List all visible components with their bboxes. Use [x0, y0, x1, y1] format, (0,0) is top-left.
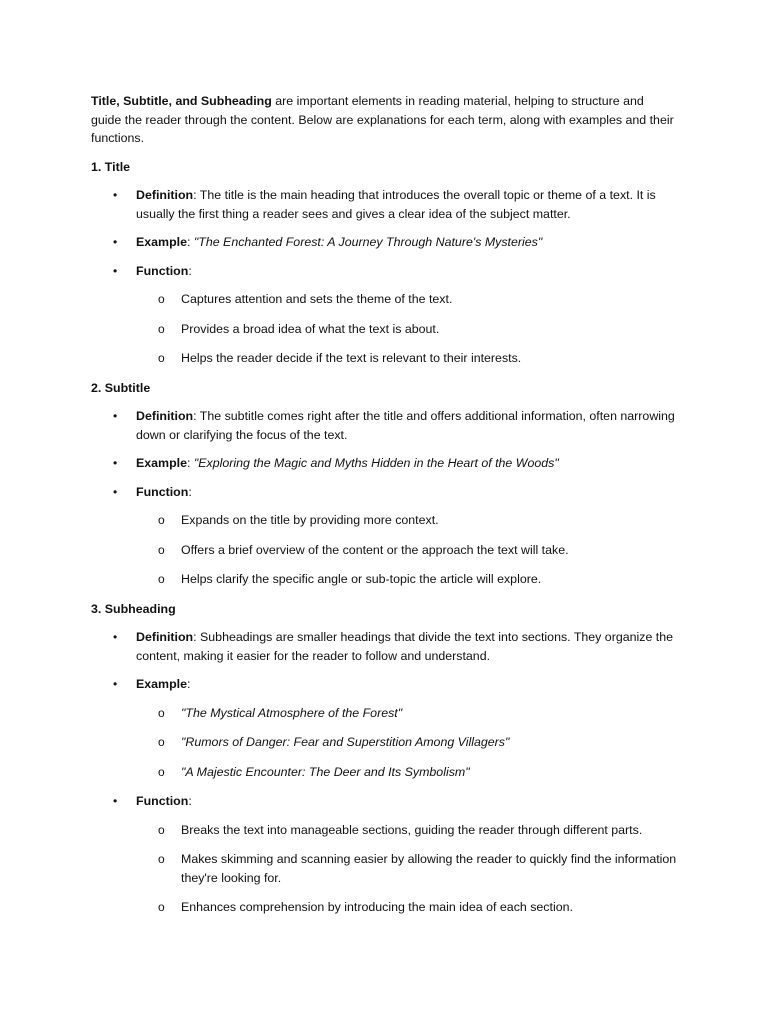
function-text: Breaks the text into manageable sections, guiding the reader through different parts.: [181, 822, 643, 837]
function-item: [91, 483, 677, 502]
function-separator: :: [188, 484, 192, 499]
function-text: Expands on the title by providing more context.: [181, 513, 439, 527]
example-text: "A Majestic Encounter: The Deer and Its Symbolism": [181, 764, 470, 779]
function-label: Function: [136, 794, 189, 808]
example-item: [91, 454, 677, 473]
sub-bullet-icon: o: [158, 735, 165, 749]
section-heading: 1. Title: [91, 159, 131, 174]
sub-bullet-icon: o: [158, 351, 165, 365]
example-separator: :: [186, 235, 194, 249]
example-item: [91, 233, 677, 252]
example-list-item: [91, 704, 677, 723]
example-list-item: [91, 733, 677, 752]
section-title: [91, 158, 677, 368]
example-list-item: [91, 763, 677, 782]
intro-text: are important elements in reading material, helping to structure and guide the reader through the content. Below are explanations for each term, along with examples and their functions.: [91, 94, 674, 145]
example-text: "The Enchanted Forest: A Journey Through Nature's Mysteries": [193, 235, 543, 249]
function-separator: :: [188, 263, 192, 278]
bullet-icon: •: [113, 263, 118, 278]
example-separator: :: [186, 456, 194, 470]
example-label: Example: [136, 456, 187, 470]
function-text: Helps the reader decide if the text is relevant to their interests.: [181, 351, 522, 365]
bullet-icon: •: [113, 484, 118, 499]
section-heading: 2. Subtitle: [91, 380, 151, 395]
bullet-icon: •: [113, 409, 118, 423]
sub-bullet-icon: o: [158, 822, 165, 837]
sub-bullet-icon: o: [158, 513, 165, 527]
function-label: Function: [136, 263, 189, 278]
bullet-icon: •: [113, 677, 118, 691]
function-label: Function: [136, 484, 189, 499]
sub-bullet-icon: o: [158, 321, 165, 336]
definition-text: : The subtitle comes right after the title and offers additional information, often narrowing down or clarifying the focus of the text.: [136, 409, 675, 442]
definition-item: [91, 186, 677, 223]
example-text: "Rumors of Danger: Fear and Superstition Among Villagers": [181, 735, 510, 749]
definition-text: : Subheadings are smaller headings that divide the text into sections. They organize the content, making it easier for the reader to follow and understand.: [136, 630, 673, 663]
sub-bullet-icon: o: [158, 852, 165, 866]
sub-bullet-icon: o: [158, 764, 165, 779]
function-text: Makes skimming and scanning easier by allowing the reader to quickly find the information they're looking for.: [181, 852, 677, 885]
bullet-icon: •: [113, 188, 118, 202]
bullet-icon: •: [113, 235, 118, 249]
function-list-item: [91, 541, 677, 560]
function-item: [91, 262, 677, 281]
sub-bullet-icon: o: [158, 705, 165, 720]
function-text: Provides a broad idea of what the text is about.: [181, 321, 440, 336]
definition-label: Definition: [136, 188, 194, 202]
function-list-item: [91, 898, 677, 917]
function-list-item: [91, 290, 677, 309]
bullet-icon: •: [113, 630, 118, 644]
function-list-item: [91, 320, 677, 339]
example-text: "The Mystical Atmosphere of the Forest": [181, 705, 403, 720]
example-item: [91, 675, 677, 694]
bullet-icon: •: [113, 456, 118, 470]
sub-bullet-icon: o: [158, 900, 165, 914]
section-heading: 3. Subheading: [91, 601, 176, 616]
intro-bold-terms: Title, Subtitle, and Subheading: [91, 94, 272, 108]
intro-paragraph: [91, 92, 677, 148]
function-list-item: [91, 850, 677, 887]
function-list-item: [91, 821, 677, 840]
definition-item: [91, 407, 677, 444]
example-text: "Exploring the Magic and Myths Hidden in the Heart of the Woods": [193, 456, 559, 470]
definition-item: [91, 628, 677, 665]
section-subtitle: [91, 379, 677, 589]
example-separator: :: [186, 677, 191, 691]
function-text: Offers a brief overview of the content or the approach the text will take.: [181, 542, 569, 557]
function-text: Helps clarify the specific angle or sub-topic the article will explore.: [181, 572, 542, 586]
definition-text: : The title is the main heading that introduces the overall topic or theme of a text. It is usually the first thing a reader sees and gives a clear idea of the subject matter.: [136, 188, 656, 221]
function-list-item: [91, 570, 677, 589]
sub-bullet-icon: o: [158, 292, 165, 306]
function-list-item: [91, 511, 677, 530]
definition-label: Definition: [136, 409, 194, 423]
function-list-item: [91, 349, 677, 368]
document-body: [91, 92, 677, 928]
sub-bullet-icon: o: [158, 572, 165, 586]
function-text: Enhances comprehension by introducing the main idea of each section.: [181, 900, 573, 914]
function-item: [91, 792, 677, 811]
example-label: Example: [136, 235, 187, 249]
function-separator: :: [188, 794, 192, 808]
bullet-icon: •: [113, 794, 118, 808]
function-text: Captures attention and sets the theme of the text.: [181, 292, 453, 306]
definition-label: Definition: [136, 630, 194, 644]
example-label: Example: [136, 677, 187, 691]
sub-bullet-icon: o: [158, 542, 165, 557]
section-subheading: [91, 600, 677, 917]
